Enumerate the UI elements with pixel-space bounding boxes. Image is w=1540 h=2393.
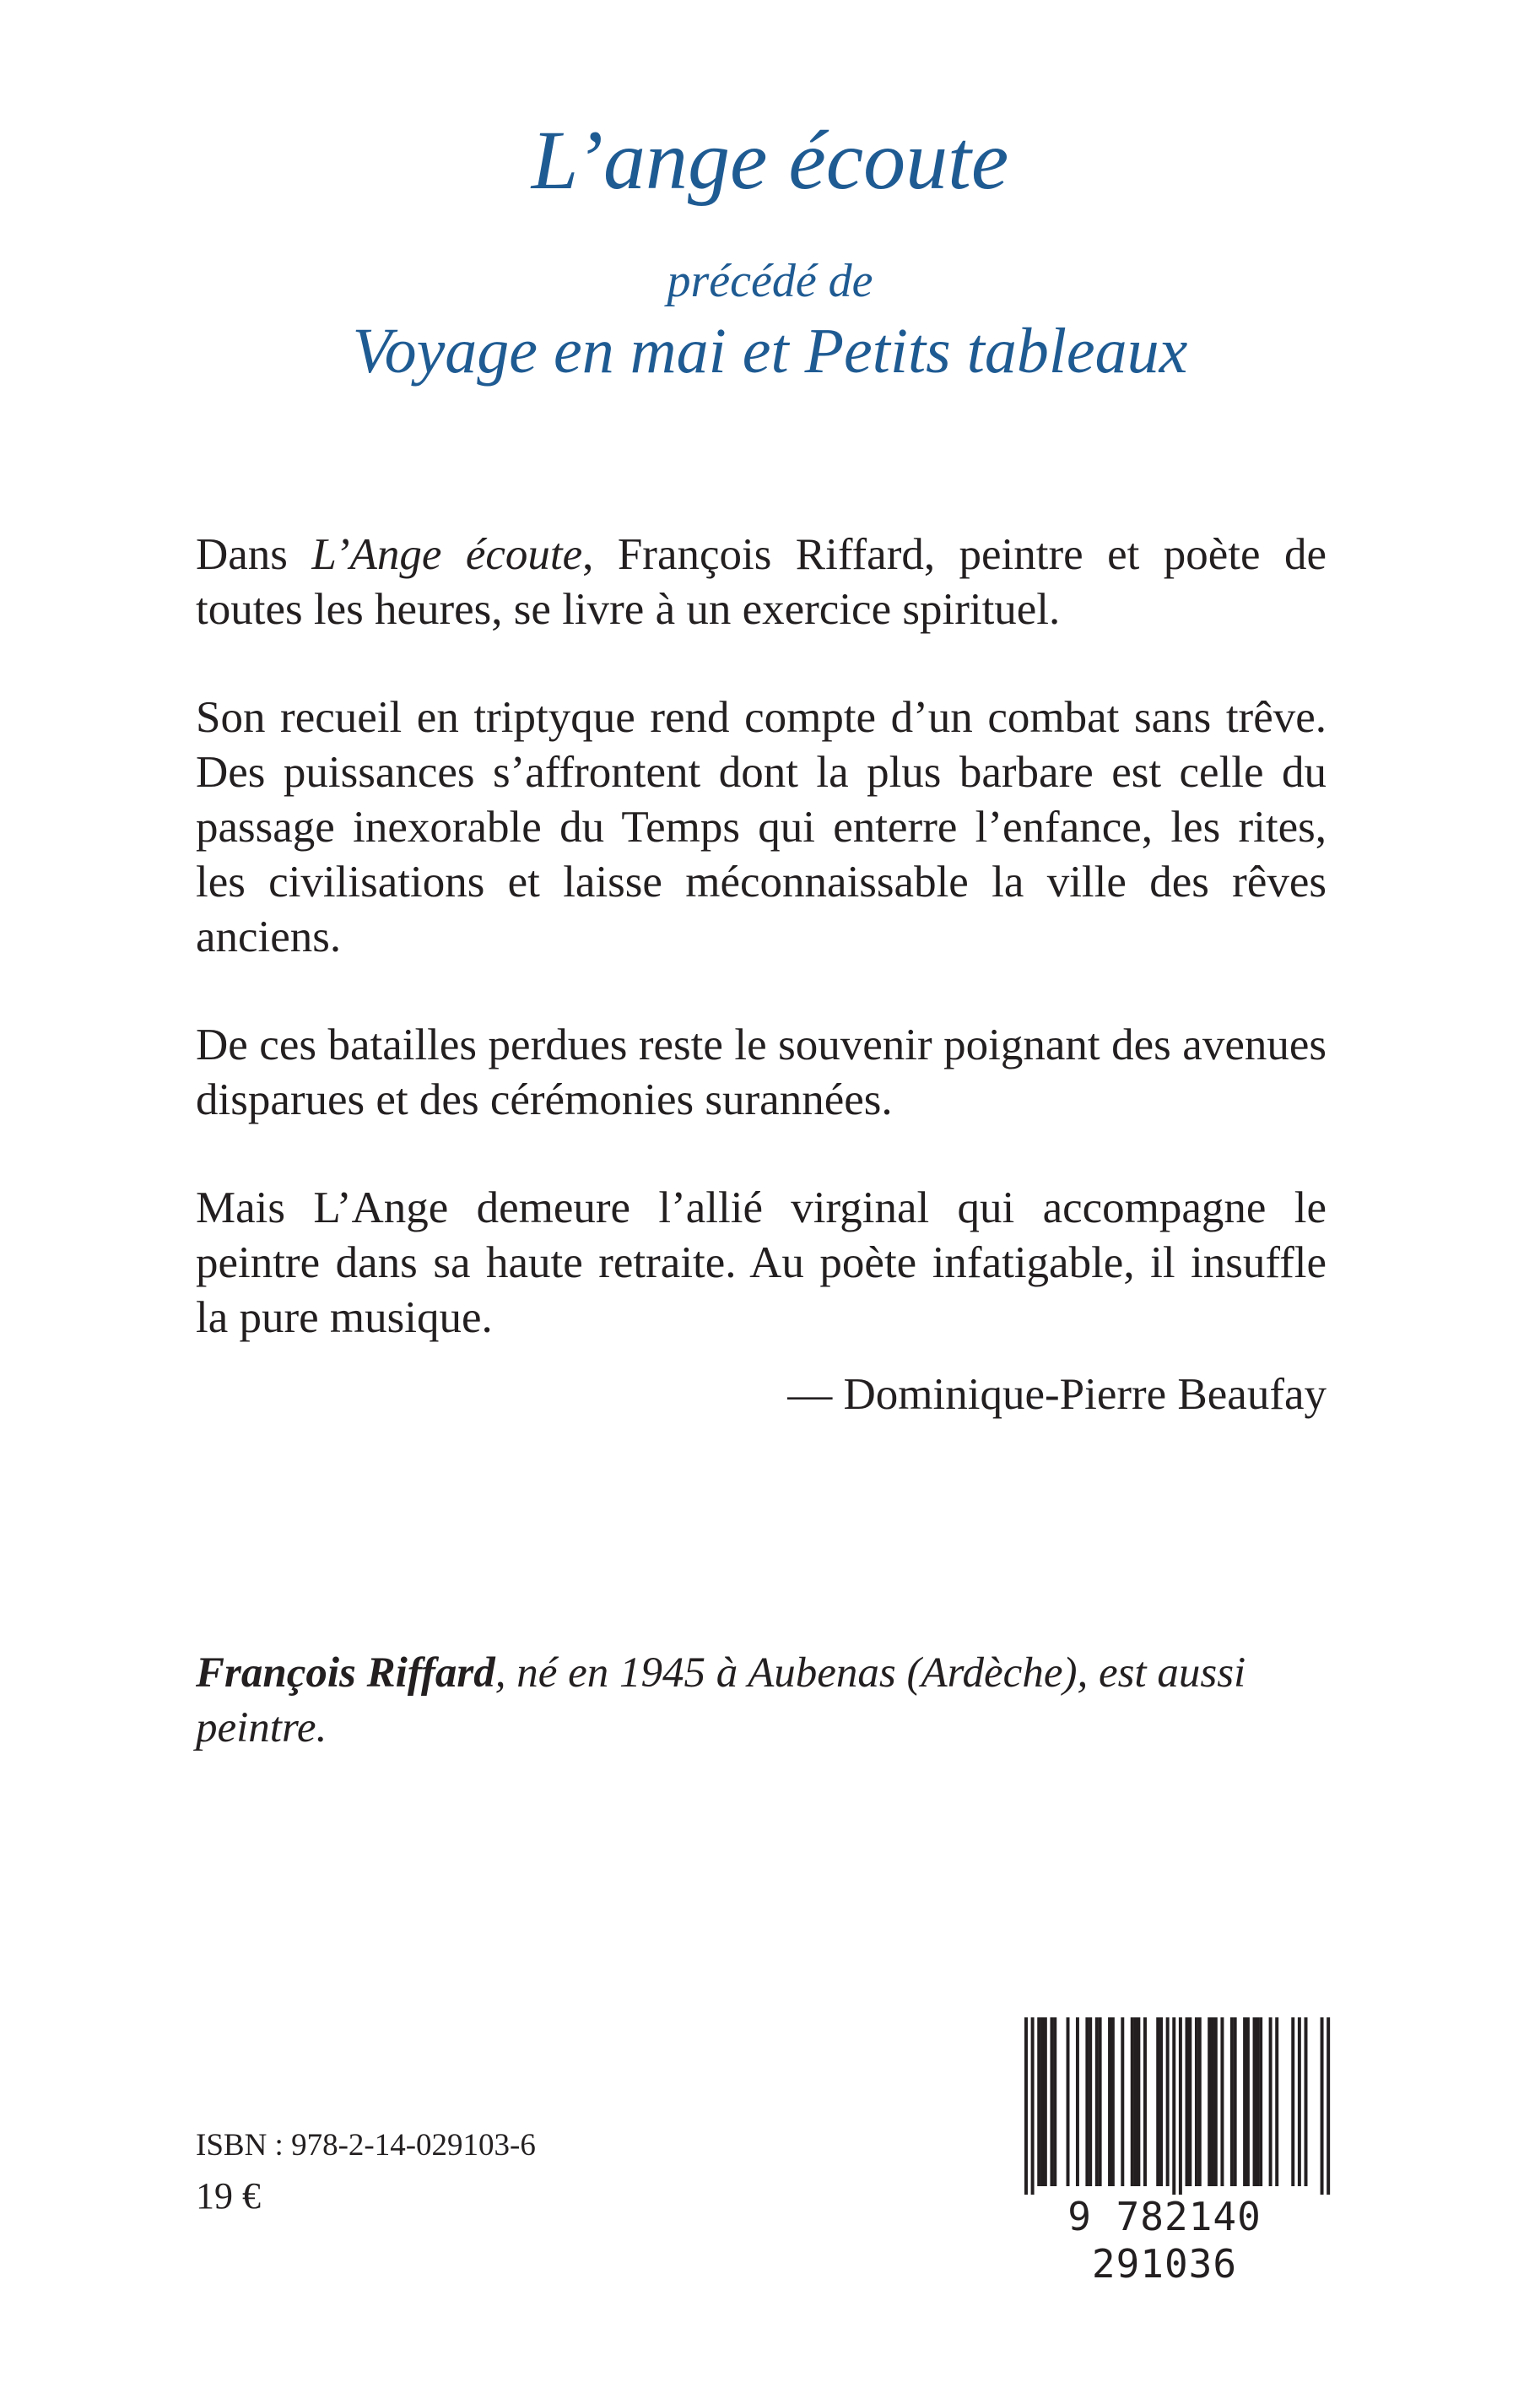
barcode-bar: [1111, 2017, 1115, 2186]
barcode-bar: [1234, 2017, 1237, 2186]
barcode-bars: [996, 2017, 1333, 2195]
barcode-bar: [1269, 2017, 1273, 2186]
barcode-bar: [1246, 2017, 1250, 2186]
barcode-bar: [1220, 2017, 1224, 2186]
barcode-bar: [1305, 2017, 1308, 2186]
blurb-signature: — Dominique-Pierre Beaufay: [787, 1370, 1327, 1419]
barcode-bar: [1143, 2017, 1147, 2186]
barcode-bar: [1037, 2017, 1040, 2186]
barcode-bar: [1044, 2017, 1047, 2186]
barcode-bar: [1259, 2017, 1262, 2186]
barcode-bar: [1179, 2017, 1182, 2195]
barcode-bar: [1050, 2017, 1053, 2186]
barcode-digits: 9 782140 291036: [1067, 2194, 1262, 2287]
barcode-bar: [1208, 2017, 1211, 2186]
barcode-bar: [1188, 2017, 1191, 2186]
barcode-bar: [1053, 2017, 1056, 2186]
blurb-p1-title: L’Ange écoute: [311, 530, 583, 579]
barcode-bar: [1230, 2017, 1234, 2186]
blurb-paragraph-3: De ces batailles perdues reste le souvenir poignant des avenues disparues et des cérémonies surannées.: [196, 1021, 1327, 1124]
author-name: François Riffard: [196, 1649, 495, 1697]
barcode-bar: [1256, 2017, 1259, 2186]
blurb-p1-prefix: Dans: [196, 530, 312, 579]
barcode-bar: [1195, 2017, 1198, 2186]
barcode-bar: [1031, 2017, 1035, 2195]
barcode-bar: [1253, 2017, 1256, 2186]
barcode-bar: [1134, 2017, 1137, 2186]
barcode-bar: [1108, 2017, 1111, 2186]
barcode-bar: [1131, 2017, 1134, 2186]
barcode-bar: [1211, 2017, 1214, 2186]
barcode-bar: [1089, 2017, 1092, 2186]
barcode-bar: [1156, 2017, 1159, 2186]
barcode-bar: [1076, 2017, 1079, 2186]
price: 19 €: [196, 2175, 261, 2217]
barcode-bar: [1159, 2017, 1163, 2186]
title-block: [0, 110, 1540, 392]
book-title: L’ange écoute: [531, 113, 1009, 207]
barcode-bar: [1321, 2017, 1324, 2195]
isbn: ISBN : 978-2-14-029103-6: [196, 2128, 536, 2163]
barcode-bar: [1243, 2017, 1246, 2186]
barcode-bar: [1166, 2017, 1170, 2186]
barcode-bar: [1024, 2017, 1028, 2195]
barcode-bar: [1198, 2017, 1202, 2186]
barcode-bar: [1275, 2017, 1278, 2186]
book-subtitle: Voyage en mai et Petits tableaux: [352, 316, 1188, 387]
author-bio: [196, 1646, 1327, 1756]
author-bio-text: , né en 1945 à Aubenas (Ardèche), est aussi peintre.: [196, 1649, 1246, 1751]
barcode-bar: [1186, 2017, 1189, 2186]
barcode-bar: [1099, 2017, 1102, 2186]
preceded-by-label: précédé de: [667, 255, 873, 307]
barcode-bar: [1327, 2017, 1330, 2195]
blurb-paragraph-1: [196, 528, 1327, 637]
blurb-p1-suffix: , François Riffard, peintre et poète de toutes les heures, se livre à un exercice spirituel.: [196, 530, 1327, 634]
barcode-bar: [1095, 2017, 1099, 2186]
barcode-bar: [1214, 2017, 1218, 2186]
barcode-bar: [1172, 2017, 1175, 2195]
barcode-bar: [1067, 2017, 1070, 2186]
barcode-bar: [1085, 2017, 1089, 2186]
blurb: [196, 528, 1327, 1345]
barcode-bar: [1298, 2017, 1301, 2186]
barcode-bar: [1121, 2017, 1124, 2186]
blurb-paragraph-4: Mais L’Ange demeure l’allié virginal qui accompagne le peintre dans sa haute retraite. Au poète infatigable, il insuffle la pure musique.: [196, 1183, 1327, 1342]
blurb-paragraph-2: Son recueil en triptyque rend compte d’un combat sans trêve. Des puissances s’affrontent dont la plus barbare est celle du passage inexorable du Temps qui enterre l’enfance, les rites, les civilisations et laisse méconnaissable la ville des rêves anciens.: [196, 693, 1327, 961]
barcode-bar: [1291, 2017, 1294, 2186]
barcode-bar: [1137, 2017, 1140, 2186]
barcode-bar: [1040, 2017, 1044, 2186]
